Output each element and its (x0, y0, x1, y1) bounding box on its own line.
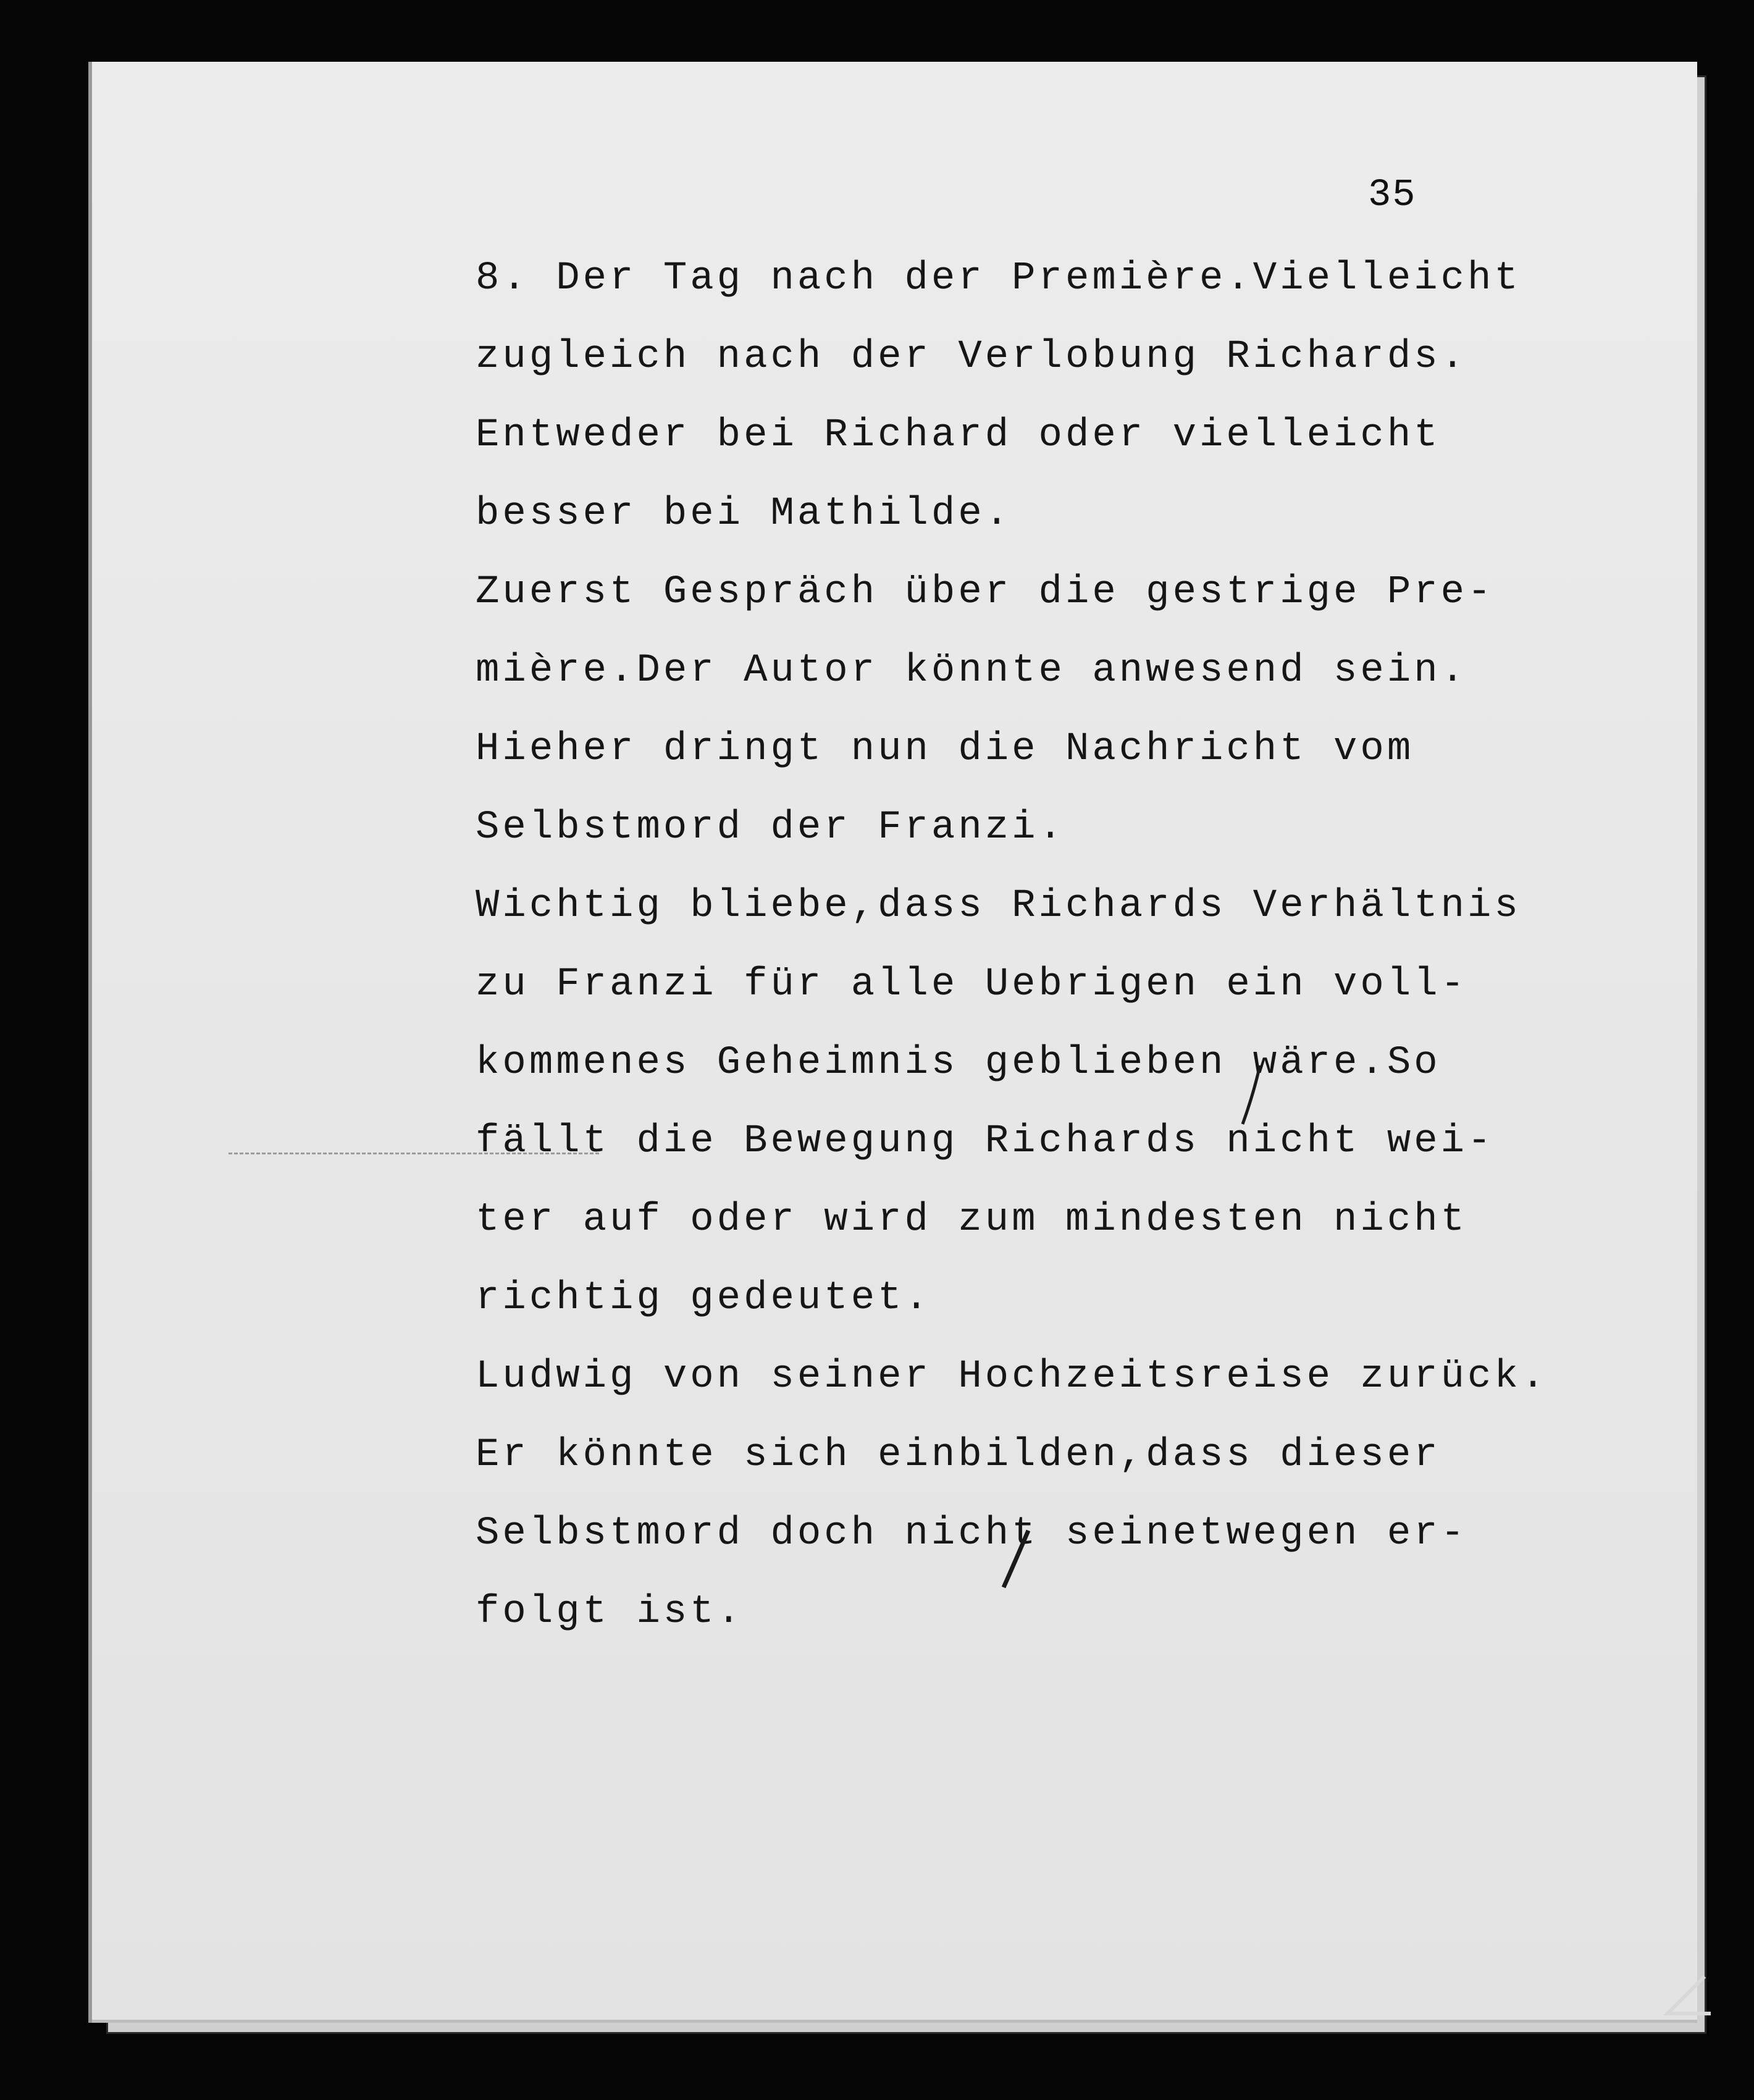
text-line: zu Franzi für alle Uebrigen ein voll- (476, 962, 1468, 1007)
text-line: Entweder bei Richard oder vielleicht (476, 413, 1441, 458)
pen-correction-mark (1235, 1062, 1272, 1130)
text-line: ter auf oder wird zum mindesten nicht (476, 1198, 1468, 1242)
text-line: folgt ist. (476, 1590, 744, 1634)
pen-correction-mark (994, 1526, 1038, 1594)
text-line: kommenes Geheimnis geblieben wäre.So (476, 1041, 1441, 1085)
text-line: Er könnte sich einbilden,dass dieser (476, 1433, 1441, 1477)
text-line: 8. Der Tag nach der Première.Vielleicht (476, 256, 1521, 301)
text-line: zugleich nach der Verlobung Richards. (476, 335, 1468, 379)
text-line: fällt die Bewegung Richards nicht wei- (476, 1119, 1495, 1164)
text-line: Wichtig bliebe,dass Richards Verhältnis (476, 884, 1521, 928)
typescript-body (476, 240, 1587, 1652)
page-number: 35 (1368, 173, 1417, 217)
text-line: besser bei Mathilde. (476, 492, 1012, 536)
text-line: richtig gedeutet. (476, 1276, 931, 1321)
text-line: Selbstmord der Franzi. (476, 805, 1065, 850)
text-line: mière.Der Autor könnte anwesend sein. (476, 649, 1468, 693)
text-line: Hieher dringt nun die Nachricht vom (476, 727, 1414, 771)
text-line: Selbstmord doch nicht seinetwegen er- (476, 1511, 1468, 1556)
text-line: Zuerst Gespräch über die gestrige Pre- (476, 570, 1495, 615)
pen-correction-mark (1655, 1970, 1717, 2032)
text-line: Ludwig von seiner Hochzeitsreise zurück. (476, 1354, 1548, 1399)
